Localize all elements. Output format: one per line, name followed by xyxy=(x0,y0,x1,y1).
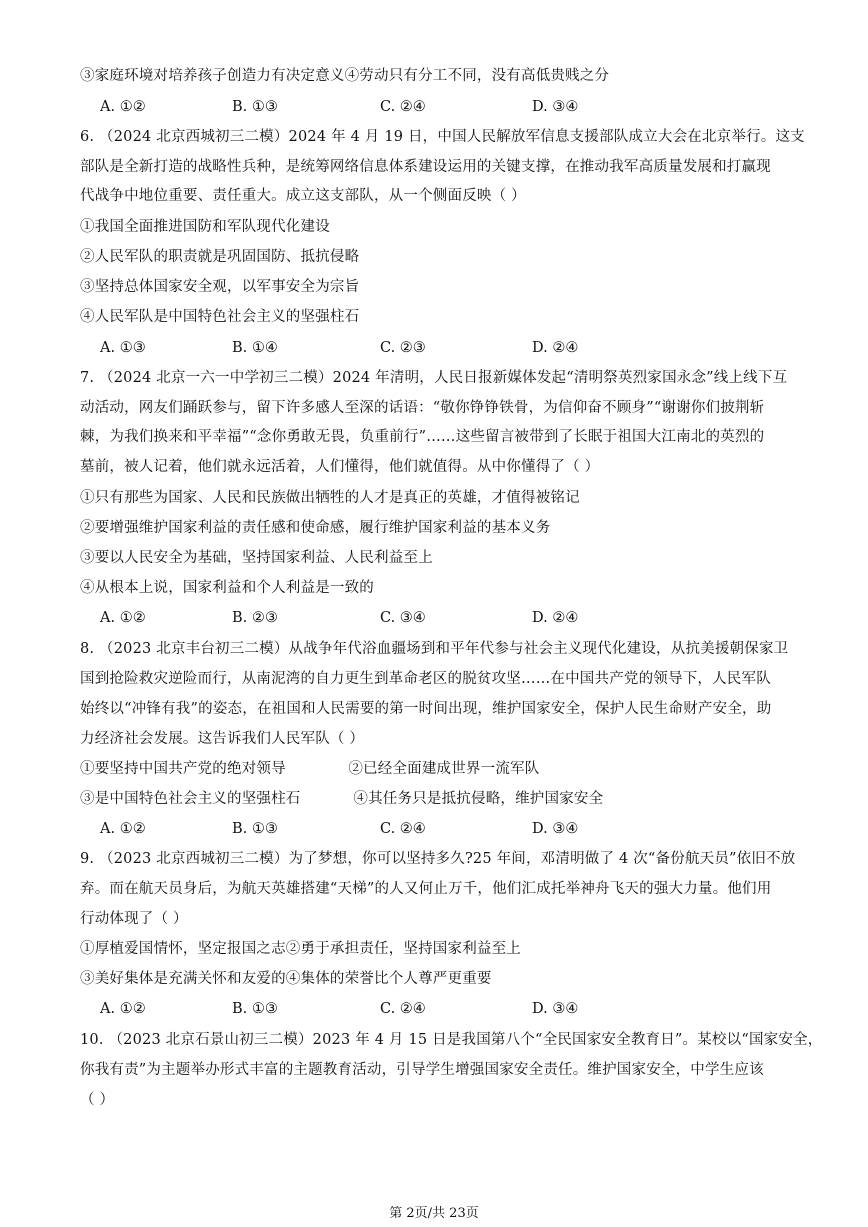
question-stem-line: 国到抢险救灾逆险而行，从南泥湾的自力更生到革命老区的脱贫攻坚……在中国共产党的领导下，人民军队 xyxy=(80,671,771,687)
question-stem-line: 10. （2023 北京石景山初三二模）2023 年 4 月 15 日是我国第八个“全民国家安全教育日”。某校以“国家安全， xyxy=(80,1032,823,1048)
option-d: D. ③④ xyxy=(532,99,579,115)
statement-line: ④人民军队是中国特色社会主义的坚强柱石 xyxy=(80,309,360,325)
answer-options xyxy=(100,97,800,117)
page-number-footer: 第 2页/共 23页 xyxy=(389,1206,479,1221)
option-b: B. ①④ xyxy=(232,340,278,356)
option-b: B. ①③ xyxy=(232,1001,278,1017)
question-stem-line: 7. （2024 北京一六一中学初三二模）2024 年清明，人民日报新媒体发起“清明祭英烈家国永念”线上线下互 xyxy=(80,370,788,386)
question-stem-line: 你我有责”为主题举办形式丰富的主题教育活动，引导学生增强国家安全责任。维护国家安全，中学生应该 xyxy=(80,1062,764,1078)
statement-line: ②人民军队的职责就是巩固国防、抵抗侵略 xyxy=(80,249,360,265)
answer-options xyxy=(100,999,800,1019)
statement-line: ④从根本上说，国家利益和个人利益是一致的 xyxy=(80,580,374,596)
statement-line: ①只有那些为国家、人民和民族做出牺牲的人才是真正的英雄，才值得被铭记 xyxy=(80,490,580,506)
option-d: D. ②④ xyxy=(532,610,579,626)
statement-line: ①厚植爱国情怀，坚定报国之志②勇于承担责任，坚持国家利益至上 xyxy=(80,941,521,957)
question-stem-line: 墓前，被人记着，他们就永远活着，人们懂得，他们就值得。从中你懂得了（ ） xyxy=(80,459,600,475)
option-c: C. ②④ xyxy=(380,1001,426,1017)
question-stem-line: 代战争中地位重要、责任重大。成立这支部队，从一个侧面反映（ ） xyxy=(80,188,526,204)
option-c: C. ②③ xyxy=(380,340,426,356)
question-stem-line: 动活动，网友们踊跃参与，留下许多感人至深的话语：“敬你铮铮铁骨，为信仰奋不顾身”“谢谢你们披荆斩 xyxy=(80,400,765,416)
statement-line: ②要增强维护国家利益的责任感和使命感，履行维护国家利益的基本义务 xyxy=(80,520,551,536)
option-d: D. ③④ xyxy=(532,1001,579,1017)
statement-line: ①我国全面推进国防和军队现代化建设 xyxy=(80,219,330,235)
option-a: A. ①② xyxy=(100,99,146,115)
answer-options xyxy=(100,608,800,628)
option-a: A. ①② xyxy=(100,821,146,837)
option-c: C. ③④ xyxy=(380,610,426,626)
option-b: B. ①③ xyxy=(232,821,278,837)
question-stem-line: 始终以“冲锋有我”的姿态，在祖国和人民需要的第一时间出现，维护国家安全，保护人民生命财产安全，助 xyxy=(80,701,772,717)
option-d: D. ③④ xyxy=(532,821,579,837)
statement-line: ①要坚持中国共产党的绝对领导 ②已经全面建成世界一流军队 xyxy=(80,761,540,777)
statement-line: ③美好集体是充满关怀和友爱的④集体的荣誉比个人尊严更重要 xyxy=(80,971,492,987)
option-b: B. ②③ xyxy=(232,610,278,626)
option-d: D. ②④ xyxy=(532,340,579,356)
question-stem-line: 8. （2023 北京丰台初三二模）从战争年代浴血疆场到和平年代参与社会主义现代化建设，从抗美援朝保家卫 xyxy=(80,641,789,657)
question-stem-line: 棘，为我们换来和平幸福”“念你勇敢无畏，负重前行”……这些留言被带到了长眠于祖国大江南北的英烈的 xyxy=(80,429,765,445)
answer-options xyxy=(100,338,800,358)
option-a: A. ①② xyxy=(100,610,146,626)
question-stem-line: 弃。而在航天员身后，为航天英雄搭建“天梯”的人又何止万千，他们汇成托举神舟飞天的强大力量。他们用 xyxy=(80,881,772,897)
statement-line: ③家庭环境对培养孩子创造力有决定意义④劳动只有分工不同，没有高低贵贱之分 xyxy=(80,68,610,84)
question-stem-line: 力经济社会发展。这告诉我们人民军队（ ） xyxy=(80,731,365,747)
option-a: A. ①③ xyxy=(100,340,146,356)
question-stem-line: 9. （2023 北京西城初三二模）为了梦想，你可以坚持多久?25 年间，邓清明做了 4 次“备份航天员”依旧不放 xyxy=(80,851,796,867)
statement-line: ③坚持总体国家安全观，以军事安全为宗旨 xyxy=(80,279,360,295)
question-stem-line: 部队是全新打造的战略性兵种，是统筹网络信息体系建设运用的关键支撑，在推动我军高质量发展和打赢现 xyxy=(80,159,771,175)
option-c: C. ②④ xyxy=(380,821,426,837)
statement-line: ③是中国特色社会主义的坚强柱石 ④其任务只是抵抗侵略，维护国家安全 xyxy=(80,791,604,807)
option-a: A. ①② xyxy=(100,1001,146,1017)
option-c: C. ②④ xyxy=(380,99,426,115)
question-stem-line: 6. （2024 北京西城初三二模）2024 年 4 月 19 日，中国人民解放军信息支援部队成立大会在北京举行。这支 xyxy=(80,129,805,145)
question-stem-line: （ ） xyxy=(80,1092,115,1108)
option-b: B. ①③ xyxy=(232,99,278,115)
question-stem-line: 行动体现了（ ） xyxy=(80,911,188,927)
statement-line: ③要以人民安全为基础，坚持国家利益、人民利益至上 xyxy=(80,550,433,566)
answer-options xyxy=(100,819,800,839)
